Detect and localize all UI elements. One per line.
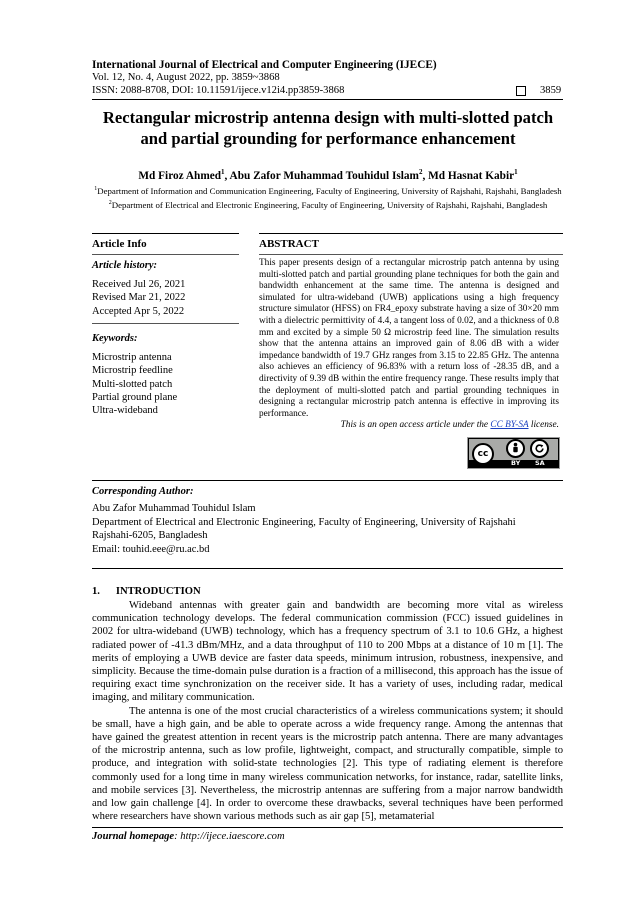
by-person-icon [506,439,525,458]
corresponding-name: Abu Zafor Muhammad Touhidul Islam [92,503,256,514]
paragraph: The antenna is one of the most crucial characteristics of a wireless communications system; it should be small, have a high gain, and be able to operate across a wide frequency range. Among the antennas that have gained the greatest attention in recent years is the microstrip patch antenna. There are many advantages of the microstrip antenna, such as low profile, lightweight, compact, and structurally compatible, simple to produce, and integration with solid-state technologies [2]. This type of radiating element is therefore commonly used for a long time in many wireless communication networks, for instance, radar, satellite links, and mobile services [3]. Nevertheless, the microstrip antennas are suffering from a major narrow bandwidth and low gain challenge [4]. In order to overcome these drawbacks, several techniques have been performed where researchers have shown various methods such as air gap [5], metamaterial [92,705,563,823]
article-history [92,278,185,318]
keyword: Microstrip feedline [92,365,173,377]
keywords-heading: Keywords: [92,333,138,344]
affiliation-sup: 1 [94,186,98,192]
corresponding-bottom-rule [92,568,563,569]
abstract-rule [259,254,563,255]
license-text: This is an open access article under the [340,420,491,430]
cc-icon [472,443,494,465]
corresponding-details [92,502,516,556]
author-name: , Abu Zafor Muhammad Touhidul Islam [224,169,419,182]
cc-icon-text: cc [477,449,489,459]
header-rule [92,99,563,100]
journal-name: International Journal of Electrical and Computer Engineering (IJECE) [92,59,437,71]
license-link[interactable]: CC BY-SA [490,420,529,430]
paper-title [80,107,576,149]
author-sup: 1 [221,168,225,176]
share-alike-icon [532,441,547,456]
abstract-text: This paper presents design of a rectangular microstrip patch antenna by using multi-slotted patch and partial grounding plane techniques for both the gain and bandwidth enhancement at the same time. The antenna is designed and simulated for ultra-wideband (UWB) applications using a high frequency structure simulator (HFSS) on FR4_epoxy substrate having a size of 30×20 mm with a dielectric permittivity of 4.4, a tangent loss of 0.02, and a thickness of 0.8 mm and excited by a simple 50 Ω microstrip feed line. The simulation results show that the antenna attains an improved gain of 8.06 dB with a wider impedance bandwidth of 19.7 GHz ranges from 3.15 to 22.85 GHz. The antenna also achieves an efficiency of 96.83% with a return loss of -28.35 dB, and a directivity of 9.39 dB within the entire frequency range. These results imply that the deployment of multi-slotted patch and partial grounding techniques in designing a rectangular microstrip patch antenna is effective in improving its performance. [259,258,559,419]
affiliations [80,183,576,211]
revised-date: Revised Mar 21, 2022 [92,292,186,304]
received-date: Received Jul 26, 2021 [92,279,186,290]
corresponding-heading: Corresponding Author: [92,486,194,497]
article-info-rule [92,254,239,255]
keywords-rule [92,323,239,324]
by-label: BY [511,459,521,467]
author-sup: 1 [514,168,518,176]
abstract-bottom-rule [92,480,563,481]
homepage-label: Journal homepage [92,831,175,842]
title-line-2: and partial grounding for performance enhancement [140,129,516,148]
issn-doi: ISSN: 2088-8708, DOI: 10.11591/ijece.v12i4.pp3859-3868 [92,85,345,96]
affiliation-2 [80,197,576,211]
author-name: Md Firoz Ahmed [138,169,222,182]
title-line-1: Rectangular microstrip antenna design with multi-slotted patch [102,108,554,127]
page-number: 3859 [540,85,562,96]
journal-homepage [92,831,285,842]
author-sup: 2 [418,168,423,176]
square-bullet-icon [516,86,526,96]
affiliation-text: Department of Electrical and Electronic Engineering, Faculty of Engineering, University of Rajshahi, Rajshahi, Bangladesh [111,199,548,210]
homepage-url[interactable]: : http://ijece.iaescore.com [174,831,285,842]
sa-share-alike-icon [530,439,549,458]
introduction-body [92,599,563,823]
keyword: Ultra-wideband [92,405,158,417]
cc-by-sa-badge[interactable] [467,437,560,469]
keyword: Multi-slotted patch [92,378,173,390]
affiliation-text: Department of Information and Communication Engineering, Faculty of Engineering, University of Rajshahi, Rajshahi, Bangladesh [97,185,562,196]
keyword: Microstrip antenna [92,352,172,363]
article-info-heading: Article Info [92,238,147,250]
keywords-list [92,351,177,417]
paragraph: Wideband antennas with greater gain and bandwidth are becoming more vital as wireless communication technology develops. The federal communication commission (FCC) issued guidelines in 2002 for ultra-wideband (UWB) technology, which has a frequency spectrum of 3.1 to 10.6 GHz, a highest radiated power of -41.3 dBm/MHz, and a data throughput of 110 to 200 Mbps at a distance of 10 m [1]. The merits of employing a UWB device are faster data speeds, minimum intrusion, robustness, inexpensive, and simplicity. Because the time-domain pulse duration is a fraction of a millisecond, this approach has the issue of requiring exact time synchronization on the receiver side. It has a variety of uses, including radar, medical imaging, and military communication. [92,600,563,704]
license-text: license. [528,420,559,430]
accepted-date: Accepted Apr 5, 2022 [92,305,185,317]
author-list [80,168,576,182]
abstract-heading: ABSTRACT [259,238,319,250]
keyword: Partial ground plane [92,391,178,403]
person-icon [508,441,523,456]
author-name: , Md Hasnat Kabir [422,169,515,182]
footer-rule [92,827,563,828]
corresponding-email: Email: touhid.eee@ru.ac.bd [92,543,210,555]
section-heading: 1. INTRODUCTION [92,586,201,597]
article-info-top-rule [92,233,239,234]
corresponding-city: Rajshahi-6205, Bangladesh [92,530,208,542]
sa-label: SA [535,459,545,467]
volume-info: Vol. 12, No. 4, August 2022, pp. 3859~3868 [92,72,280,83]
affiliation-sup: 2 [108,199,112,206]
article-history-heading: Article history: [92,260,158,271]
affiliation-1 [80,183,576,197]
license-line [259,420,559,430]
corresponding-department: Department of Electrical and Electronic Engineering, Faculty of Engineering, University of Rajshahi [92,516,516,528]
abstract-top-rule [259,233,563,234]
